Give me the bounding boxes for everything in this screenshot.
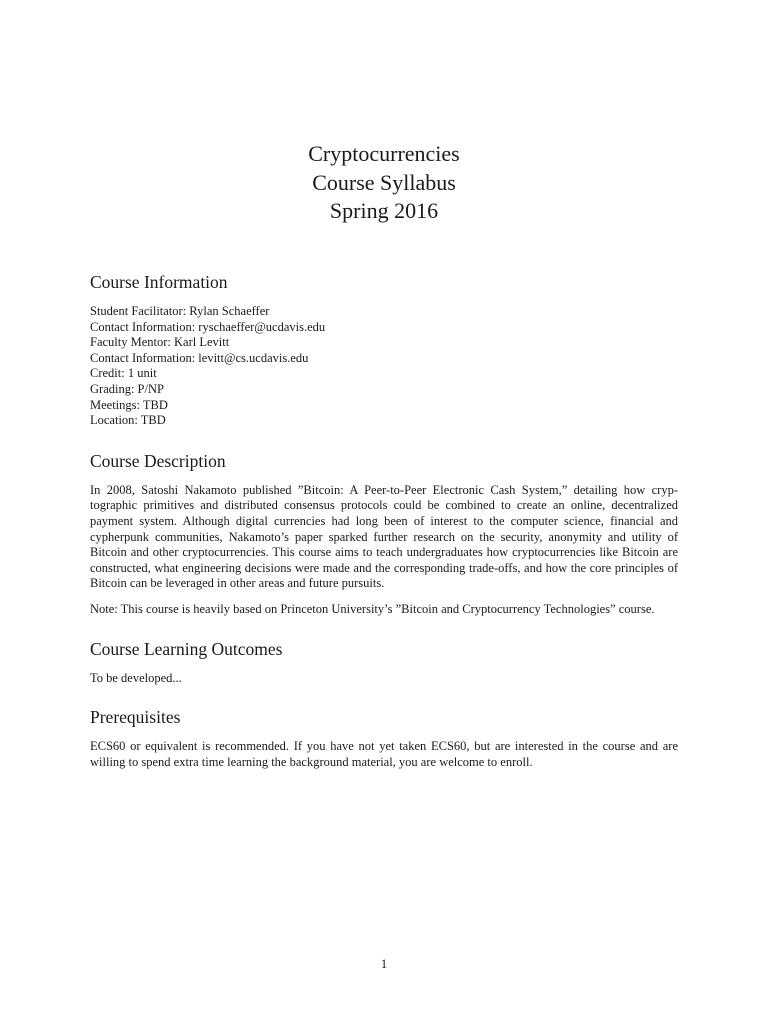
- section-heading: Prerequisites: [90, 707, 181, 728]
- info-line-contact-1: Contact Information: ryschaeffer@ucdavis.edu: [90, 319, 326, 334]
- note-paragraph: Note: This course is heavily based on Princeton University’s ”Bitcoin and Cryptocurrency Technologies” course.: [90, 601, 655, 616]
- info-line-faculty-mentor: Faculty Mentor: Karl Levitt: [90, 335, 230, 350]
- title-line-1: Cryptocurrencies: [308, 141, 460, 166]
- section-course-information: [90, 270, 678, 429]
- info-line-meetings: Meetings: TBD: [90, 397, 168, 412]
- page-number: 1: [380, 957, 388, 971]
- info-line-student-facilitator: Student Facilitator: Rylan Schaeffer: [90, 304, 270, 318]
- info-line-location: Location: TBD: [90, 413, 166, 428]
- info-line-contact-2: Contact Information: levitt@cs.ucdavis.edu: [90, 350, 309, 365]
- prerequisites-paragraph: ECS60 or equivalent is recommended. If you have not yet taken ECS60, but are interested in the course and are willing to spend extra time learning the background material, you are welcome to enroll.: [90, 739, 678, 769]
- section-learning-outcomes: [90, 637, 678, 687]
- section-heading: Course Information: [90, 272, 228, 292]
- section-course-description: [90, 449, 678, 618]
- title-line-3: Spring 2016: [329, 198, 439, 223]
- section-heading: Course Description: [90, 450, 226, 471]
- section-prerequisites: [90, 705, 678, 770]
- document-body: [90, 270, 678, 780]
- document-title: [0, 140, 768, 226]
- info-list: [90, 304, 678, 429]
- info-line-grading: Grading: P/NP: [90, 381, 164, 396]
- section-heading: Course Learning Outcomes: [90, 638, 283, 659]
- description-paragraph: In 2008, Satoshi Nakamoto published ”Bitcoin: A Peer-to-Peer Electronic Cash System,” detailing how cryp-tographic primitives and distributed consensus protocols could be combined to create an online, decentralized payment system. Although digital currencies had long been of interest to the computer science, financial and cypherpunk communities, Nakamoto’s paper sparked further research on the security, anonymity and utility of Bitcoin and other cryptocurrencies. This course aims to teach undergraduates how cryptocurrencies like Bitcoin are constructed, what engineering decisions were made and the corresponding trade-offs, and how the core principles of Bitcoin can be leveraged in other areas and future pursuits.: [90, 482, 678, 591]
- outcomes-paragraph: To be developed...: [90, 670, 182, 685]
- info-line-credit: Credit: 1 unit: [90, 366, 157, 381]
- title-line-2: Course Syllabus: [312, 169, 456, 195]
